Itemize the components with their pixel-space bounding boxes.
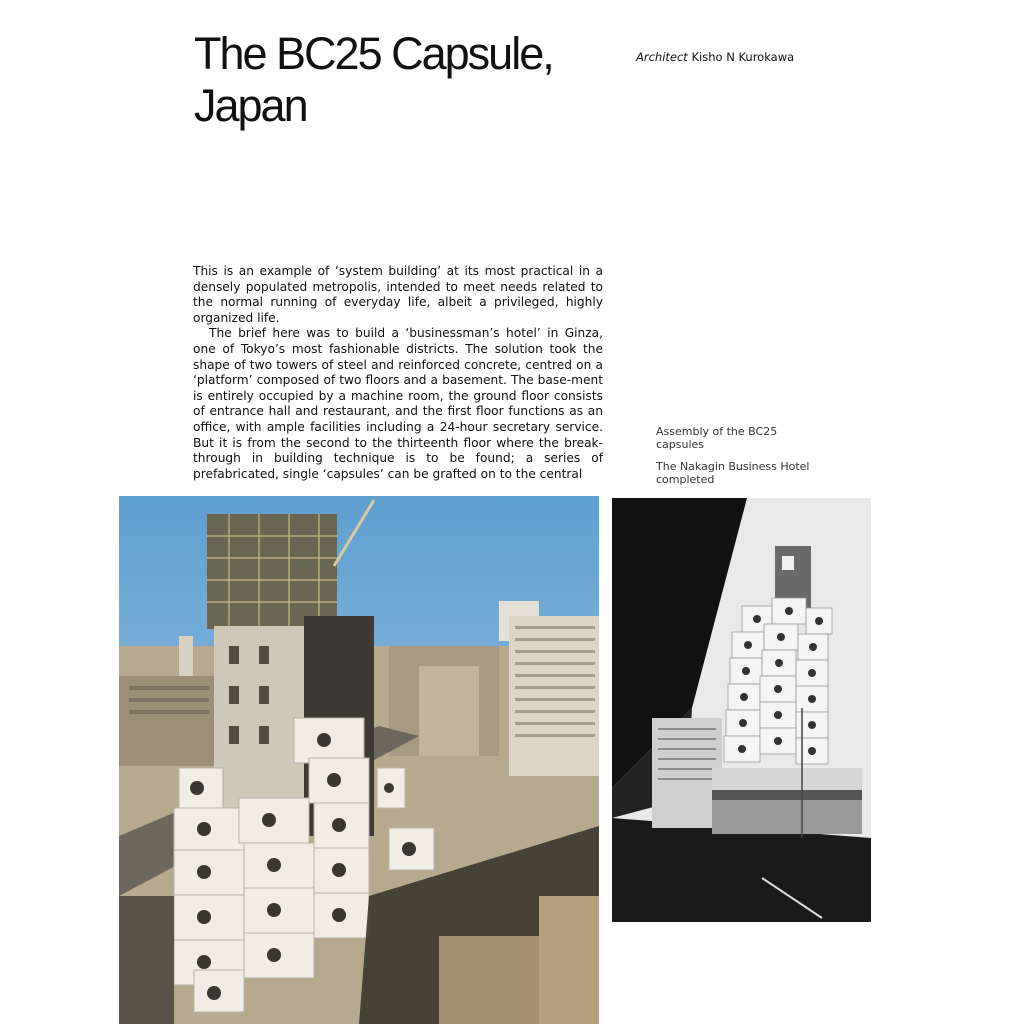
caption-completed: The Nakagin Business Hotel completed bbox=[656, 460, 810, 486]
caption-assembly: Assembly of the BC25 capsules bbox=[656, 425, 778, 451]
architect-name: Kisho N Kurokawa bbox=[691, 50, 795, 64]
construction-photo-icon bbox=[119, 496, 599, 1024]
title-line-2: Japan bbox=[194, 80, 307, 131]
architect-role: Architect bbox=[636, 50, 688, 64]
completed-building-photo bbox=[612, 498, 871, 922]
title-line-1: The BC25 Capsule, bbox=[194, 28, 553, 79]
paragraph-2: The brief here was to build a ‘businessman’s hotel’ in Ginza, one of Tokyo’s most fashionable districts. The solution took the shape of two towers of steel and reinforced concrete, centred on a ‘platform’ composed of two floors and a basement. The base-ment is entirely occupied by a machine room, the ground floor consists of entrance hall and restaurant, and the first floor functions as an office, with ample facilities including a 24-hour secretary service. But it is from the second to the thirteenth floor where the break-through in building technique is to be found; a series of prefabricated, single ‘capsules’ can be grafted on to the central bbox=[193, 326, 603, 481]
architect-credit bbox=[636, 50, 794, 64]
building-photo-icon bbox=[612, 498, 871, 922]
construction-photo bbox=[119, 496, 599, 1024]
article-body bbox=[193, 264, 603, 482]
article-title bbox=[194, 28, 614, 132]
paragraph-1: This is an example of ‘system building’ at its most practical in a densely populated metropolis, intended to meet needs related to the normal running of everyday life, albeit a privileged, highly organized life. bbox=[193, 264, 603, 325]
